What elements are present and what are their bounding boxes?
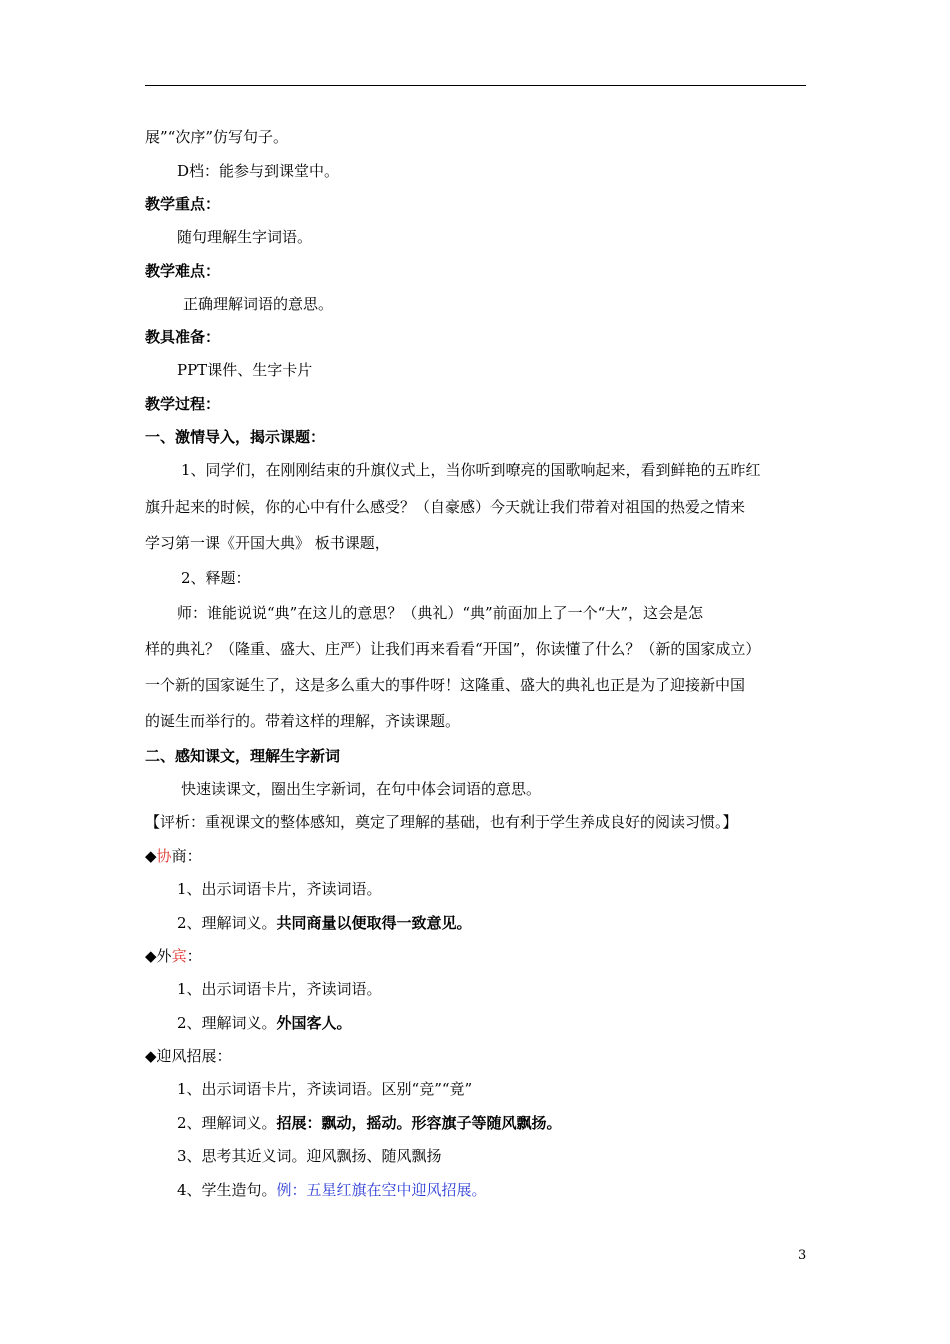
example-sentence: 例：五星红旗在空中迎风招展。 bbox=[276, 1181, 487, 1199]
word-title-yingfengzhaozhan: ◆迎风招展： bbox=[145, 1047, 232, 1065]
section1-paragraph-line: 的诞生而举行的。带着这样的理解，齐读课题。 bbox=[145, 712, 461, 730]
section2-comment: 【评析：重视课文的整体感知，奠定了理解的基础，也有利于学生养成良好的阅读习惯。】 bbox=[145, 813, 738, 831]
section2-heading: 二、感知课文，理解生字新词 bbox=[145, 747, 341, 765]
word-step: 4、学生造句。例：五星红旗在空中迎风招展。 bbox=[177, 1181, 487, 1199]
tools-heading: 教具准备： bbox=[145, 328, 221, 346]
highlight-char: 宾 bbox=[171, 947, 187, 965]
word-step: 2、理解词义。共同商量以便取得一致意见。 bbox=[177, 914, 472, 932]
word-title-waibin: ◆外宾： bbox=[145, 947, 202, 965]
intro-line: 展”“次序”仿写句子。 bbox=[145, 128, 289, 146]
d-level-text: D档：能参与到课堂中。 bbox=[177, 162, 340, 180]
section1-heading: 一、激情导入，揭示课题： bbox=[145, 428, 326, 446]
section1-paragraph-line: 样的典礼？（隆重、盛大、庄严）让我们再来看看“开国”，你读懂了什么？（新的国家成立） bbox=[145, 640, 761, 658]
bullet-icon: ◆ bbox=[145, 847, 157, 865]
word-step: 2、理解词义。招展：飘动，摇动。形容旗子等随风飘扬。 bbox=[177, 1114, 562, 1132]
bullet-icon: ◆ bbox=[145, 1047, 157, 1065]
difficulty-heading: 教学难点： bbox=[145, 262, 221, 280]
word-step: 1、出示词语卡片，齐读词语。 bbox=[177, 880, 382, 898]
section1-subtitle: 2、释题： bbox=[181, 569, 251, 587]
key-point-heading: 教学重点： bbox=[145, 195, 221, 213]
word-step: 3、思考其近义词。迎风飘扬、随风飘扬 bbox=[177, 1147, 442, 1165]
word-step: 1、出示词语卡片，齐读词语。 bbox=[177, 980, 382, 998]
word-title-xieshang: ◆协商： bbox=[145, 847, 202, 865]
difficulty-text: 正确理解词语的意思。 bbox=[183, 295, 334, 313]
word-step: 2、理解词义。外国客人。 bbox=[177, 1014, 352, 1032]
highlight-char: 协 bbox=[156, 847, 172, 865]
process-heading: 教学过程： bbox=[145, 395, 221, 413]
page-number: 3 bbox=[798, 1248, 807, 1263]
word-step: 1、出示词语卡片，齐读词语。区别“竞”“竟” bbox=[177, 1080, 473, 1098]
tools-text: PPT课件、生字卡片 bbox=[177, 361, 313, 379]
section1-paragraph-line: 1、同学们，在刚刚结束的升旗仪式上，当你听到嘹亮的国歌响起来，看到鲜艳的五昨红 bbox=[181, 461, 761, 479]
section1-paragraph-line: 旗升起来的时候，你的心中有什么感受？（自豪感）今天就让我们带着对祖国的热爱之情来 bbox=[145, 498, 746, 516]
bullet-icon: ◆ bbox=[145, 947, 157, 965]
section2-paragraph: 快速读课文，圈出生字新词，在句中体会词语的意思。 bbox=[181, 780, 542, 798]
section1-paragraph-line: 师：谁能说说“典”在这儿的意思？（典礼）“典”前面加上了一个“大”，这会是怎 bbox=[177, 604, 704, 622]
section1-paragraph-line: 学习第一课《开国大典》 板书课题， bbox=[145, 534, 390, 552]
header-rule bbox=[145, 85, 806, 86]
key-point-text: 随句理解生字词语。 bbox=[177, 228, 313, 246]
section1-paragraph-line: 一个新的国家诞生了，这是多么重大的事件呀！这隆重、盛大的典礼也正是为了迎接新中国 bbox=[145, 676, 746, 694]
